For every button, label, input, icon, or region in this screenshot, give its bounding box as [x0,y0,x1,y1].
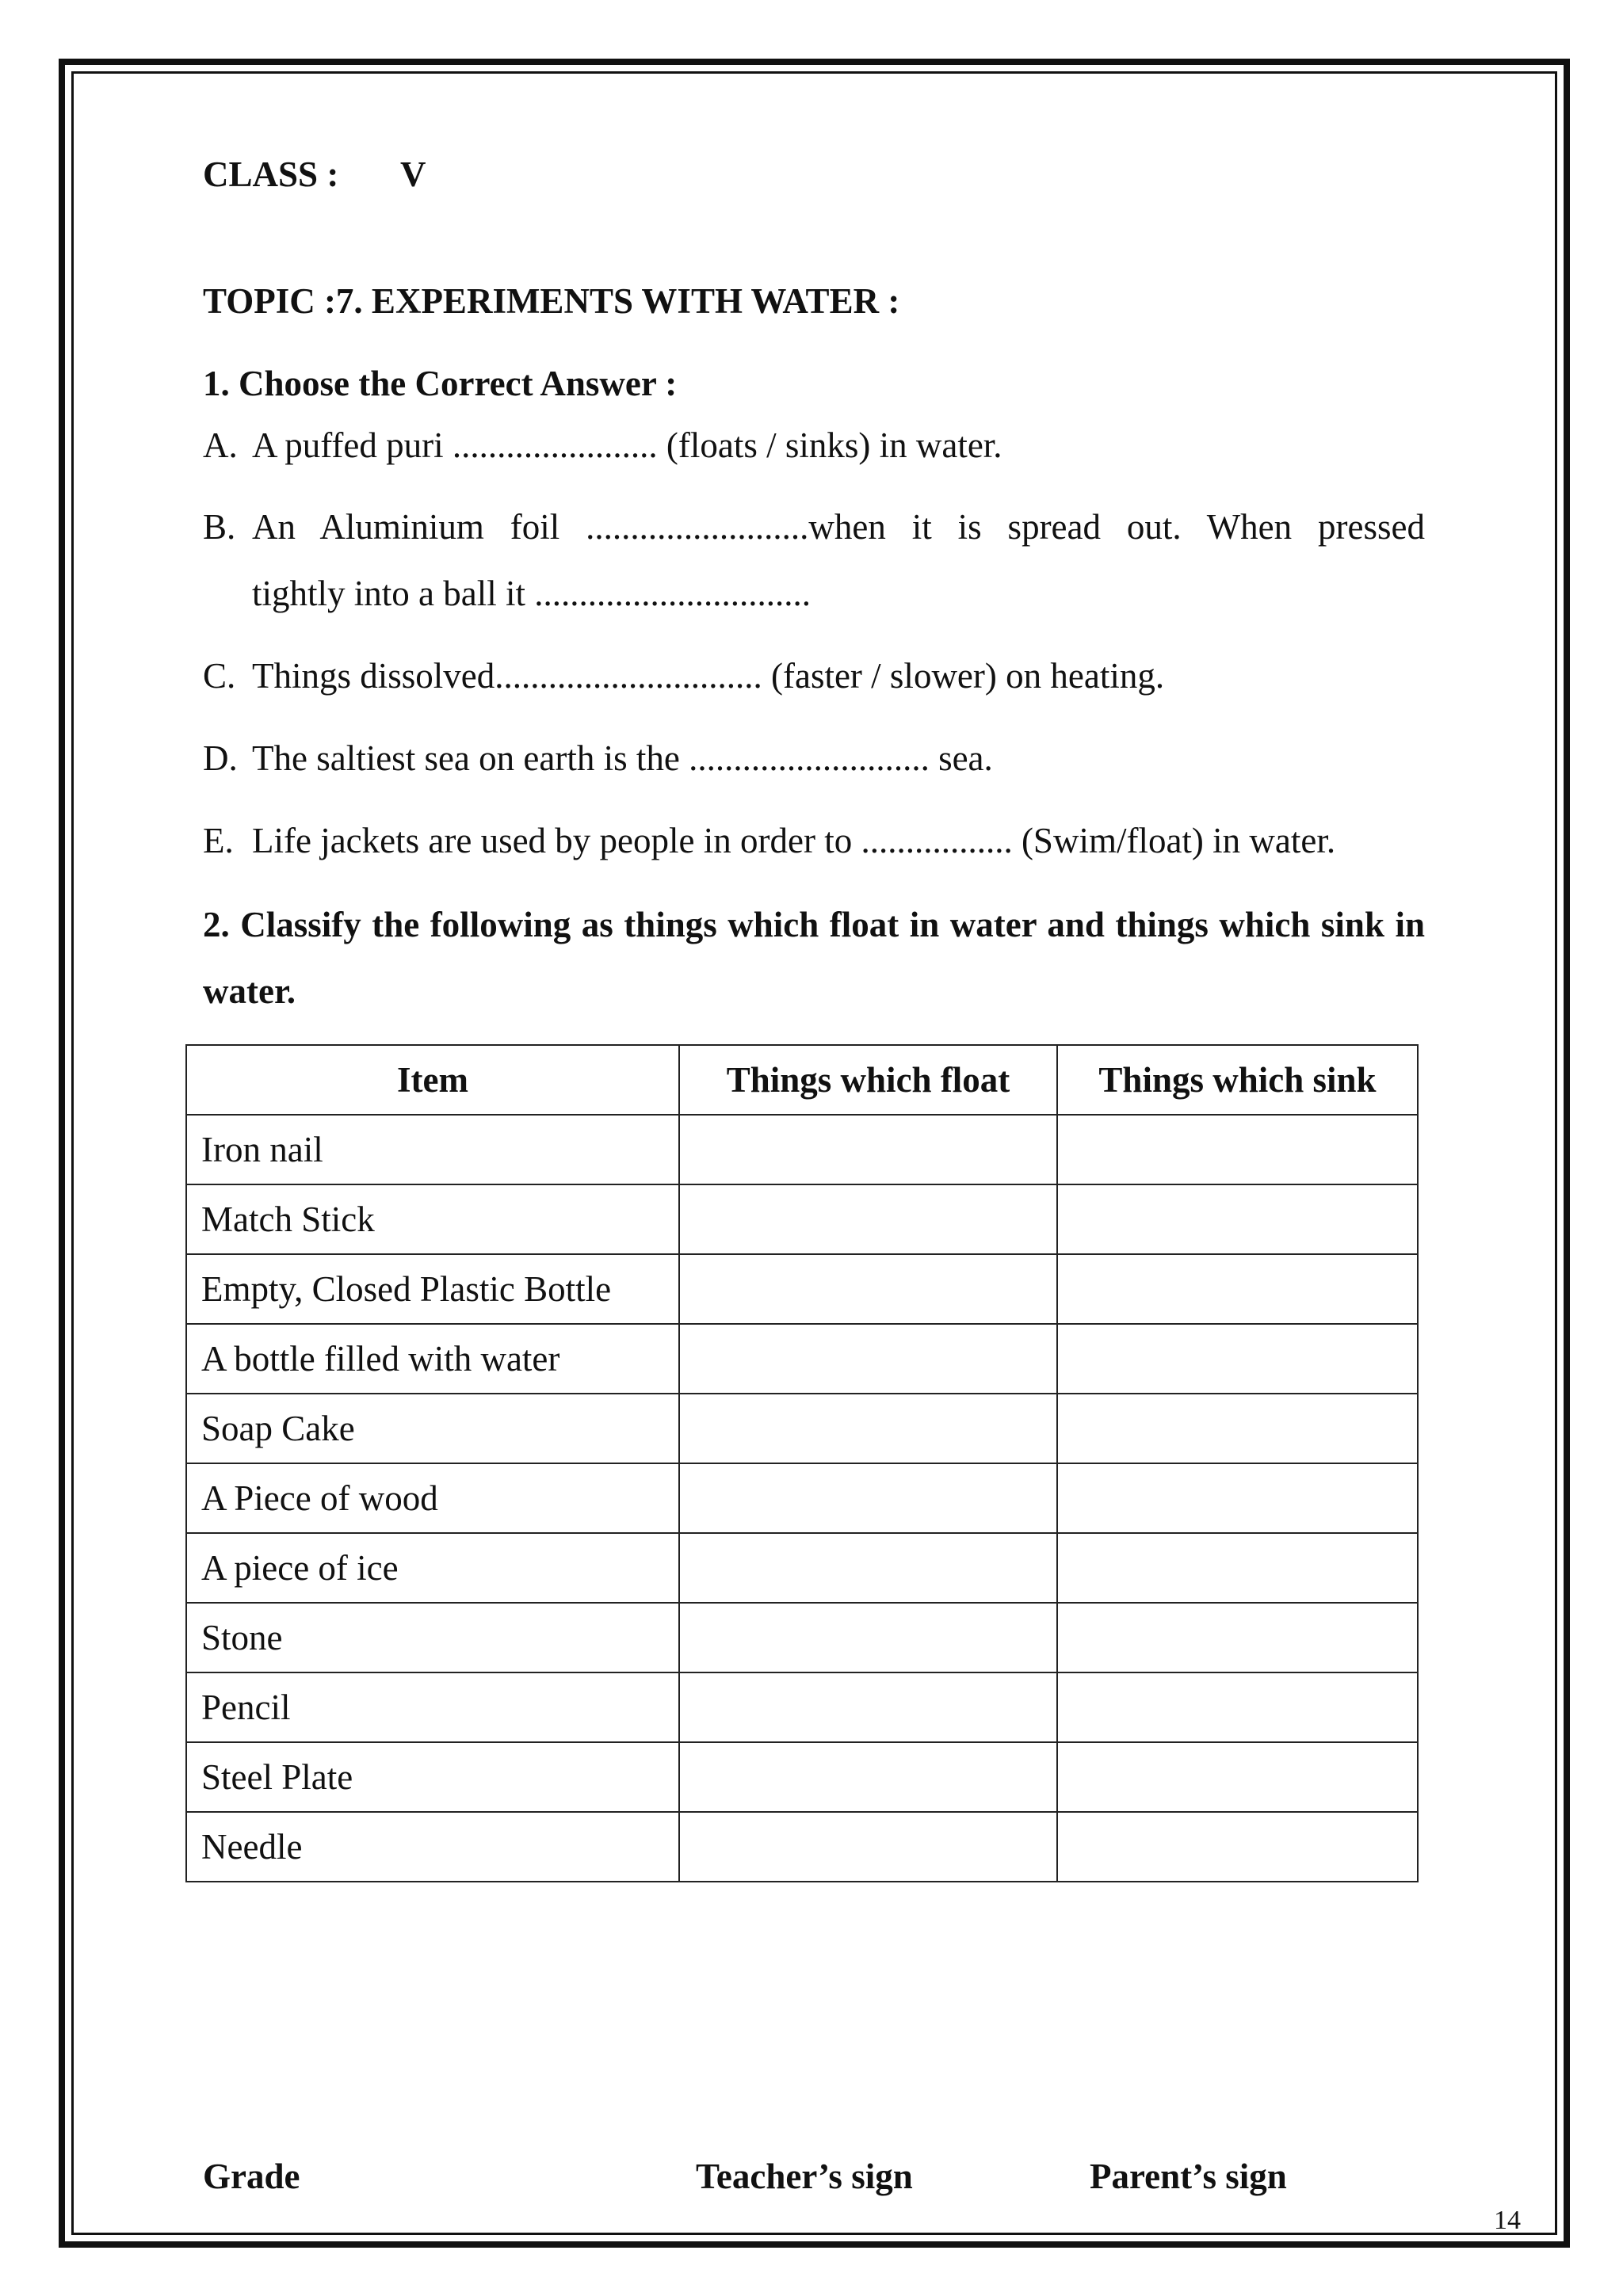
sink-answer-cell[interactable] [1057,1812,1418,1882]
question-text-line2: tightly into a ball it ............................... [252,574,811,613]
sink-answer-cell[interactable] [1057,1394,1418,1463]
item-cell: A Piece of wood [186,1463,679,1533]
float-answer-cell[interactable] [679,1742,1057,1812]
float-answer-cell[interactable] [679,1812,1057,1882]
item-cell: Empty, Closed Plastic Bottle [186,1254,679,1324]
question-text: Life jackets are used by people in order to ................. (Swim/float) in water. [252,821,1336,860]
teacher-sign-label: Teacher’s sign [696,2157,913,2196]
column-header-sink: Things which sink [1057,1045,1418,1115]
grade-label: Grade [203,2157,300,2196]
float-answer-cell[interactable] [679,1463,1057,1533]
table-row [186,1672,1418,1742]
question-b [203,505,1425,616]
item-cell: A piece of ice [186,1533,679,1603]
table-row [186,1533,1418,1603]
question-letter: C. [203,656,236,696]
sink-answer-cell[interactable] [1057,1533,1418,1603]
table-row [186,1324,1418,1394]
table-row [186,1254,1418,1324]
float-answer-cell[interactable] [679,1324,1057,1394]
question-letter: D. [203,738,238,778]
float-answer-cell[interactable] [679,1672,1057,1742]
column-header-float: Things which float [679,1045,1057,1115]
table-row [186,1394,1418,1463]
question-letter: B. [203,507,236,547]
question-text: Things dissolved.............................. (faster / slower) on heating. [252,656,1165,696]
float-answer-cell[interactable] [679,1184,1057,1254]
float-answer-cell[interactable] [679,1394,1057,1463]
table-header-row [186,1045,1418,1115]
table-row [186,1463,1418,1533]
float-answer-cell[interactable] [679,1254,1057,1324]
sink-answer-cell[interactable] [1057,1603,1418,1672]
column-header-item: Item [186,1045,679,1115]
table-row [186,1812,1418,1882]
sink-answer-cell[interactable] [1057,1463,1418,1533]
float-answer-cell[interactable] [679,1533,1057,1603]
sink-answer-cell[interactable] [1057,1115,1418,1184]
table-row [186,1603,1418,1672]
float-answer-cell[interactable] [679,1115,1057,1184]
classification-table [185,1044,1419,1882]
table-row [186,1115,1418,1184]
sink-answer-cell[interactable] [1057,1324,1418,1394]
item-cell: Match Stick [186,1184,679,1254]
item-cell: Needle [186,1812,679,1882]
item-cell: Steel Plate [186,1742,679,1812]
item-cell: A bottle filled with water [186,1324,679,1394]
table-row [186,1184,1418,1254]
topic-title: TOPIC :7. EXPERIMENTS WITH WATER : [203,281,900,321]
question-text-line1: An Aluminium foil .........................when it is spread out. When pressed [252,507,1425,547]
page-number: 14 [1494,2206,1521,2235]
table-row [186,1742,1418,1812]
class-value: V [400,154,426,194]
item-cell: Pencil [186,1672,679,1742]
item-cell: Soap Cake [186,1394,679,1463]
float-answer-cell[interactable] [679,1603,1057,1672]
question-letter: A. [203,425,238,465]
item-cell: Iron nail [186,1115,679,1184]
section1-heading: 1. Choose the Correct Answer : [203,364,678,403]
item-cell: Stone [186,1603,679,1672]
question-letter: E. [203,821,234,860]
sink-answer-cell[interactable] [1057,1742,1418,1812]
question-text: The saltiest sea on earth is the ........................... sea. [252,738,993,778]
sink-answer-cell[interactable] [1057,1184,1418,1254]
sink-answer-cell[interactable] [1057,1254,1418,1324]
parent-sign-label: Parent’s sign [1090,2157,1287,2196]
class-label: CLASS : [203,154,339,194]
question-text: A puffed puri ....................... (floats / sinks) in water. [252,425,1002,465]
sink-answer-cell[interactable] [1057,1672,1418,1742]
section2-heading: 2. Classify the following as things which float in water and things which sink in water. [203,905,1425,1011]
